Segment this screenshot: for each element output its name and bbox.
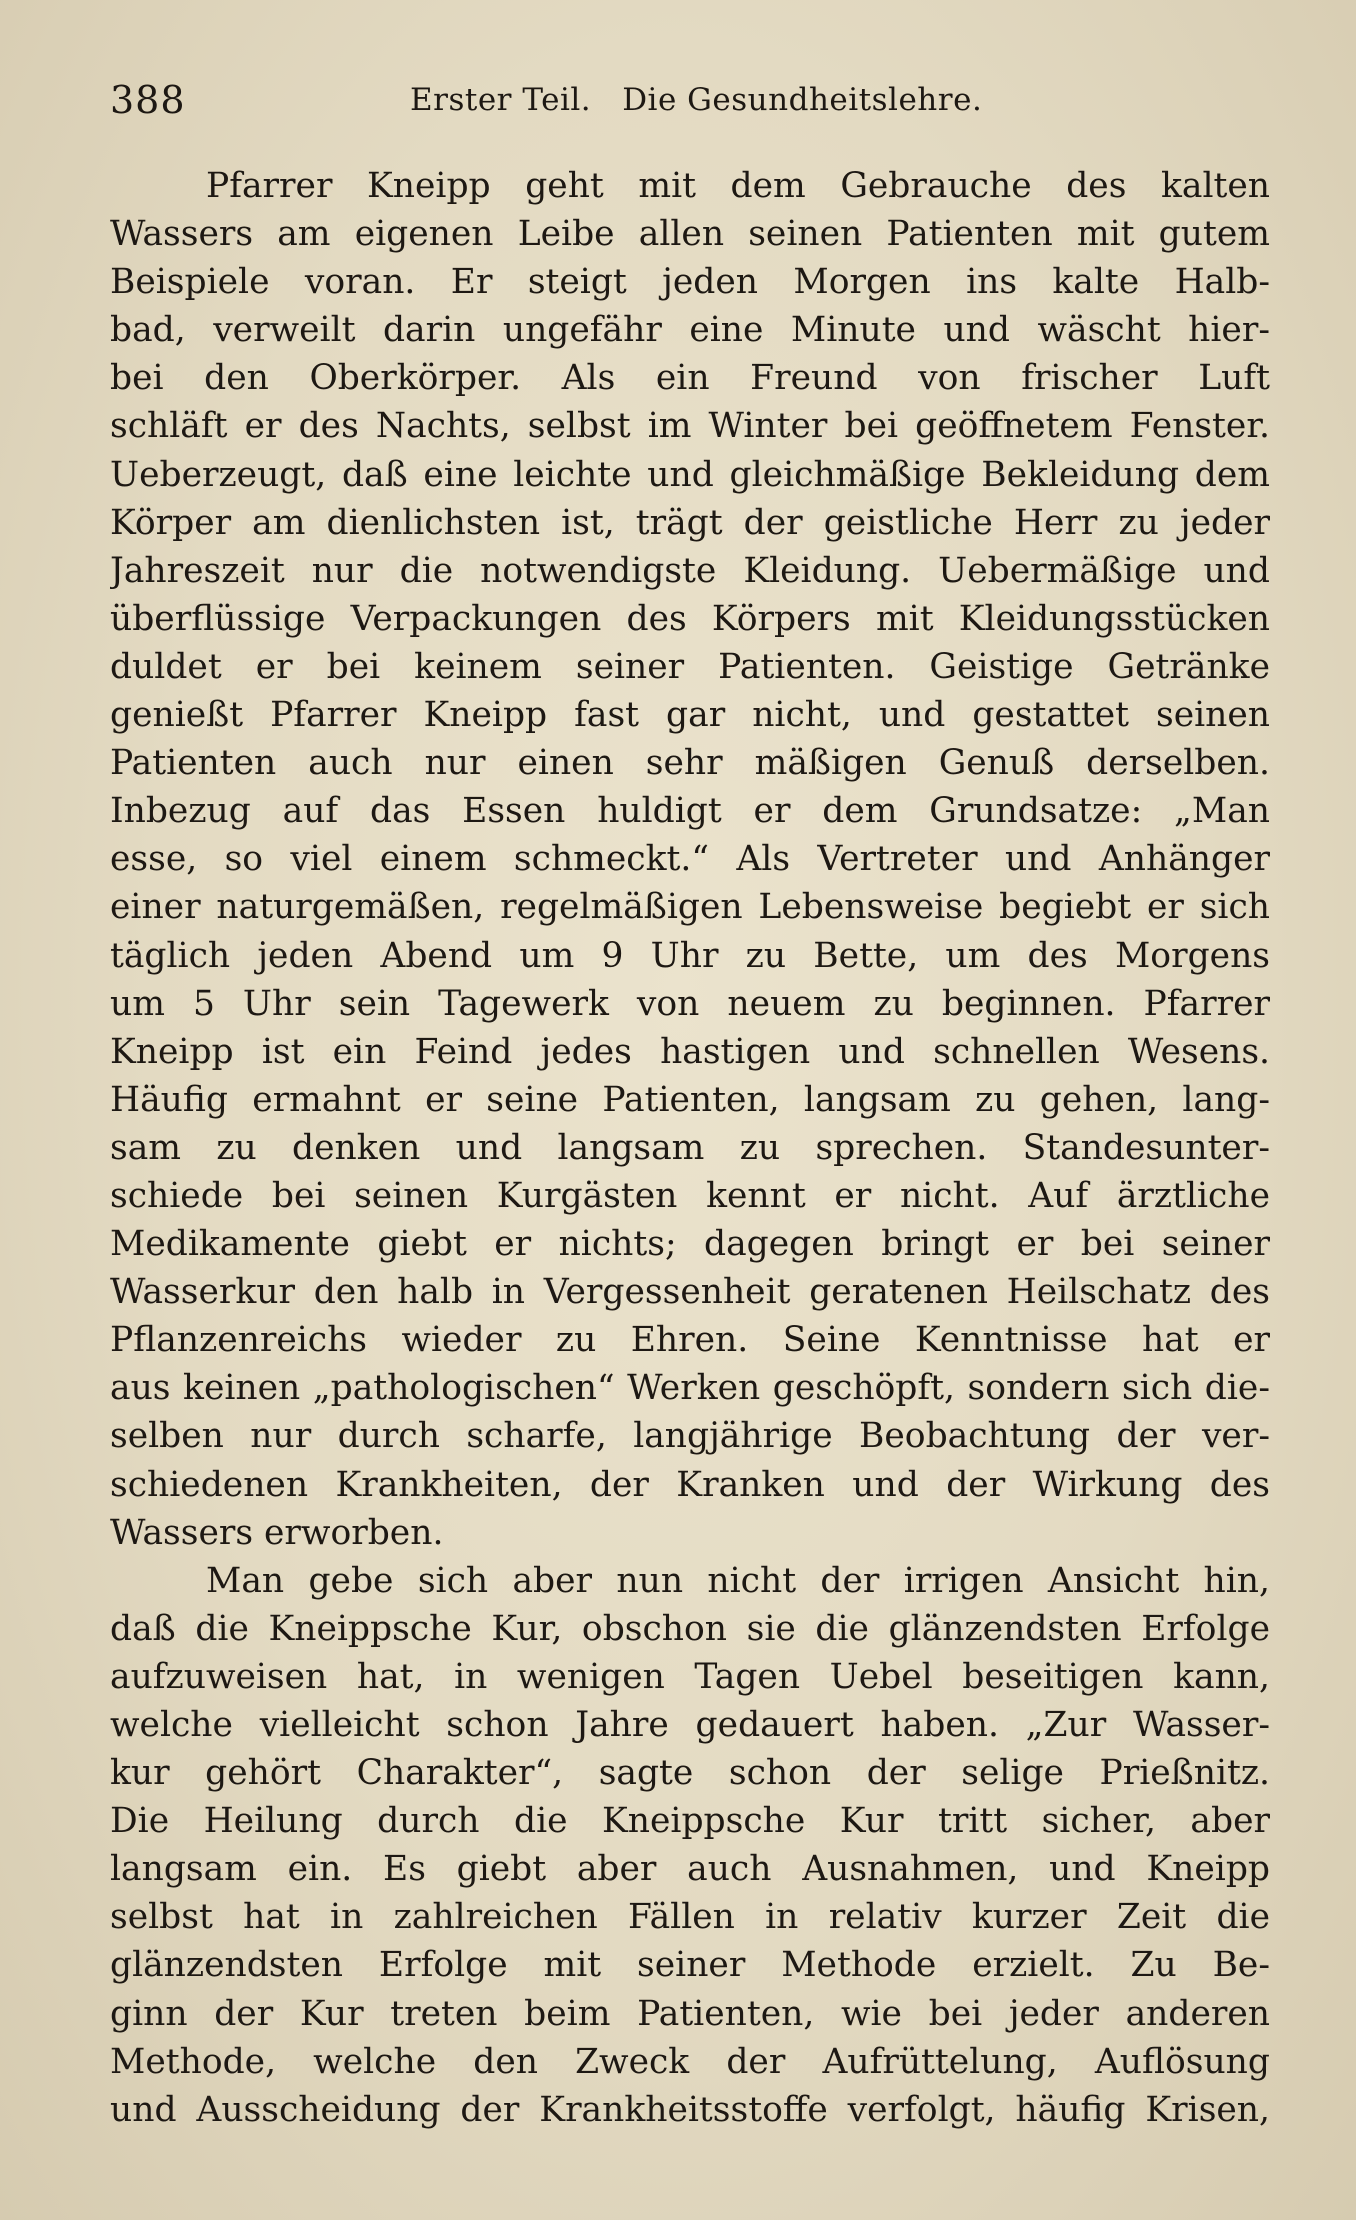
text-line: Häufig ermahnt er seine Patienten, langsam zu gehen, lang-: [110, 1079, 1270, 1120]
text-line: schläft er des Nachts, selbst im Winter bei geöffnetem Fenster.: [110, 406, 1270, 447]
text-line: Wasserkur den halb in Vergessenheit geratenen Heilschatz des: [110, 1272, 1270, 1313]
text-line: daß die Kneippsche Kur, obschon sie die glänzendsten Erfolge: [110, 1608, 1270, 1649]
text-line: kur gehört Charakter“, sagte schon der selige Prießnitz.: [110, 1753, 1270, 1794]
text-line: Pflanzenreichs wieder zu Ehren. Seine Kenntnisse hat er: [110, 1320, 1270, 1361]
text-line: Wassers erworben.: [110, 1512, 444, 1553]
running-head-title: Erster Teil. Die Gesundheitslehre.: [410, 82, 983, 118]
text-line: um 5 Uhr sein Tagewerk von neuem zu beginnen. Pfarrer: [110, 983, 1270, 1024]
text-line: selbst hat in zahlreichen Fällen in relativ kurzer Zeit die: [110, 1897, 1270, 1938]
text-line: Inbezug auf das Essen huldigt er dem Grundsatze: „Man: [110, 791, 1270, 832]
text-line: welche vielleicht schon Jahre gedauert haben. „Zur Wasser-: [110, 1705, 1270, 1745]
text-line: bad, verweilt darin ungefähr eine Minute und wäscht hier-: [110, 310, 1270, 351]
text-line: aufzuweisen hat, in wenigen Tagen Uebel beseitigen kann,: [110, 1656, 1270, 1697]
text-line: Körper am dienlichsten ist, trägt der geistliche Herr zu jeder: [110, 502, 1270, 543]
text-line: Ueberzeugt, daß eine leichte und gleichmäßige Bekleidung dem: [110, 454, 1270, 495]
page-number: 388: [110, 78, 186, 122]
text-line: selben nur durch scharfe, langjährige Beobachtung der ver-: [110, 1416, 1270, 1457]
text-line: schiede bei seinen Kurgästen kennt er nicht. Auf ärztliche: [110, 1175, 1270, 1216]
text-line: und Ausscheidung der Krankheitsstoffe verfolgt, häufig Krisen,: [110, 2089, 1270, 2130]
text-line: Beispiele voran. Er steigt jeden Morgen ins kalte Halb-: [110, 262, 1270, 303]
text-line: schiedenen Krankheiten, der Kranken und der Wirkung des: [110, 1464, 1270, 1505]
text-line: Man gebe sich aber nun nicht der irrigen Ansicht hin,: [206, 1560, 1270, 1601]
text-line: genießt Pfarrer Kneipp fast gar nicht, und gestattet seinen: [110, 695, 1270, 736]
text-line: esse, so viel einem schmeckt.“ Als Vertreter und Anhänger: [110, 839, 1270, 880]
text-line: duldet er bei keinem seiner Patienten. Geistige Getränke: [110, 646, 1270, 687]
text-line: sam zu denken und langsam zu sprechen. Standesunter-: [110, 1127, 1270, 1168]
text-line: ginn der Kur treten beim Patienten, wie bei jeder anderen: [110, 1993, 1270, 2034]
text-line: Pfarrer Kneipp geht mit dem Gebrauche des kalten: [206, 166, 1270, 206]
text-line: einer naturgemäßen, regelmäßigen Lebensweise begiebt er sich: [110, 887, 1270, 928]
text-line: Die Heilung durch die Kneippsche Kur tritt sicher, aber: [110, 1801, 1270, 1842]
text-line: Patienten auch nur einen sehr mäßigen Genuß derselben.: [110, 743, 1270, 784]
text-line: täglich jeden Abend um 9 Uhr zu Bette, um des Morgens: [110, 935, 1270, 976]
text-line: Wassers am eigenen Leibe allen seinen Patienten mit gutem: [110, 214, 1270, 255]
text-line: aus keinen „pathologischen“ Werken geschöpft, sondern sich die-: [110, 1368, 1270, 1409]
text-line: Jahreszeit nur die notwendigste Kleidung. Uebermäßige und: [110, 550, 1270, 591]
text-line: glänzendsten Erfolge mit seiner Methode erzielt. Zu Be-: [110, 1945, 1270, 1986]
text-line: Medikamente giebt er nichts; dagegen bringt er bei seiner: [110, 1224, 1270, 1265]
running-head: [110, 78, 1270, 128]
text-line: Kneipp ist ein Feind jedes hastigen und schnellen Wesens.: [110, 1031, 1270, 1072]
text-line: Methode, welche den Zweck der Aufrüttelung, Auflösung: [110, 2041, 1270, 2082]
text-line: bei den Oberkörper. Als ein Freund von frischer Luft: [110, 358, 1270, 399]
text-line: überflüssige Verpackungen des Körpers mit Kleidungsstücken: [110, 598, 1270, 639]
body-text: [110, 162, 1270, 2134]
text-line: langsam ein. Es giebt aber auch Ausnahmen, und Kneipp: [110, 1849, 1270, 1890]
